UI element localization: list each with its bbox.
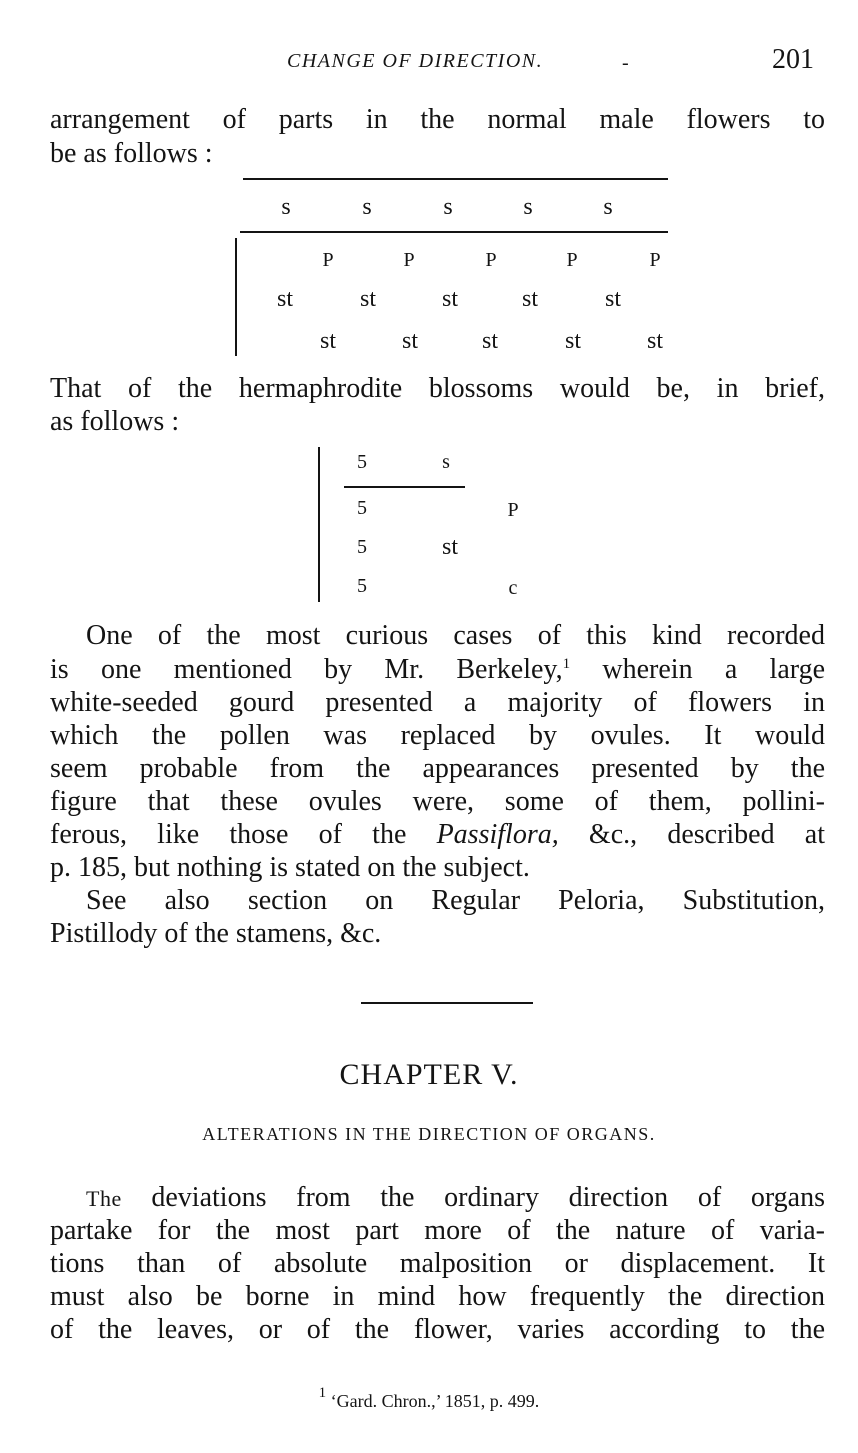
para1-line-2: is one mentioned by Mr. Berkeley,$^1$ wherein a large — [50, 654, 826, 685]
para1-line-6: figure that these ovules were, some of them, pollini- — [50, 786, 825, 817]
page-number: 201 — [772, 44, 814, 75]
sepal-4: s — [523, 194, 533, 220]
petal-4: P — [566, 249, 578, 271]
italic-passiflora: Passiflora, — [436, 819, 559, 850]
sepal-1: s — [281, 194, 291, 220]
para3-line-1: The deviations from the ordinary direction of organs — [86, 1182, 825, 1213]
stamen-outer-2: st — [359, 286, 376, 312]
diagram-mid-rule — [240, 231, 668, 233]
diagram-left-rule — [235, 238, 237, 356]
herm-count-4: 5 — [357, 575, 367, 597]
intro-line-1: arrangement of parts in the normal male flowers to — [50, 104, 825, 135]
para1-line-8: p. 185, but nothing is stated on the subject. — [50, 852, 530, 883]
section-divider — [361, 1002, 533, 1004]
herm-organ-carpel: c — [508, 577, 518, 599]
running-header-title: CHANGE OF DIRECTION. — [287, 50, 544, 72]
para1-line-1: One of the most curious cases of this kind recorded — [86, 620, 825, 651]
footnote — [0, 1385, 858, 1412]
herm-count-3: 5 — [357, 536, 367, 558]
para1-line-7: ferous, like those of the Passiflora, &c., described at — [50, 819, 826, 850]
herm-diagram-rule — [344, 486, 465, 488]
sepal-5: s — [603, 194, 613, 220]
herm-count-2: 5 — [357, 497, 367, 519]
stamen-inner-1: st — [319, 328, 336, 354]
para1-line-4: which the pollen was replaced by ovules. It would — [50, 720, 825, 751]
para3-line-3: tions than of absolute malposition or displacement. It — [50, 1248, 825, 1279]
footnote-ref[interactable]: 1 — [562, 656, 571, 672]
stamen-outer-5: st — [604, 286, 621, 312]
header-mark: - — [622, 52, 629, 74]
herm-organ-sepal: s — [442, 451, 450, 473]
herm-line-2: as follows : — [50, 406, 180, 437]
para3-line-4: must also be borne in mind how frequently the direction — [50, 1281, 825, 1312]
herm-organ-stamen: st — [441, 534, 458, 560]
stamen-inner-3: st — [481, 328, 498, 354]
stamen-outer-4: st — [521, 286, 538, 312]
stamen-outer-1: st — [276, 286, 293, 312]
intro-line-2: be as follows : — [50, 138, 213, 169]
petal-1: P — [322, 249, 334, 271]
para1-line-5: seem probable from the appearances presented by the — [50, 753, 825, 784]
para3-line-5: of the leaves, or of the flower, varies according to the — [50, 1314, 825, 1345]
petal-2: P — [403, 249, 415, 271]
stamen-inner-5: st — [646, 328, 663, 354]
herm-count-1: 5 — [357, 451, 367, 473]
stamen-inner-4: st — [564, 328, 581, 354]
diagram-top-rule — [243, 178, 668, 180]
petal-3: P — [485, 249, 497, 271]
footnote-text: ‘Gard. Chron.,’ 1851, p. 499. — [326, 1391, 540, 1411]
chapter-subtitle: ALTERATIONS IN THE DIRECTION OF ORGANS. — [202, 1124, 656, 1144]
stamen-outer-3: st — [441, 286, 458, 312]
sepal-2: s — [362, 194, 372, 220]
herm-line-1: That of the hermaphrodite blossoms would be, in brief, — [50, 373, 825, 404]
para2-line-2: Pistillody of the stamens, &c. — [50, 918, 382, 949]
sepal-3: s — [443, 194, 453, 220]
stamen-inner-2: st — [401, 328, 418, 354]
petal-5: P — [649, 249, 661, 271]
para2-line-1: See also section on Regular Peloria, Substitution, — [86, 885, 825, 916]
para1-line-3: white-seeded gourd presented a majority of flowers in — [50, 687, 825, 718]
herm-organ-petal: P — [507, 499, 519, 521]
herm-diagram-left-rule — [318, 447, 320, 602]
footnote-marker: 1 — [318, 1385, 327, 1401]
para3-line-2: partake for the most part more of the nature of varia- — [50, 1215, 825, 1246]
chapter-title: CHAPTER V. — [339, 1058, 519, 1091]
dropcap-word: The — [86, 1186, 122, 1211]
